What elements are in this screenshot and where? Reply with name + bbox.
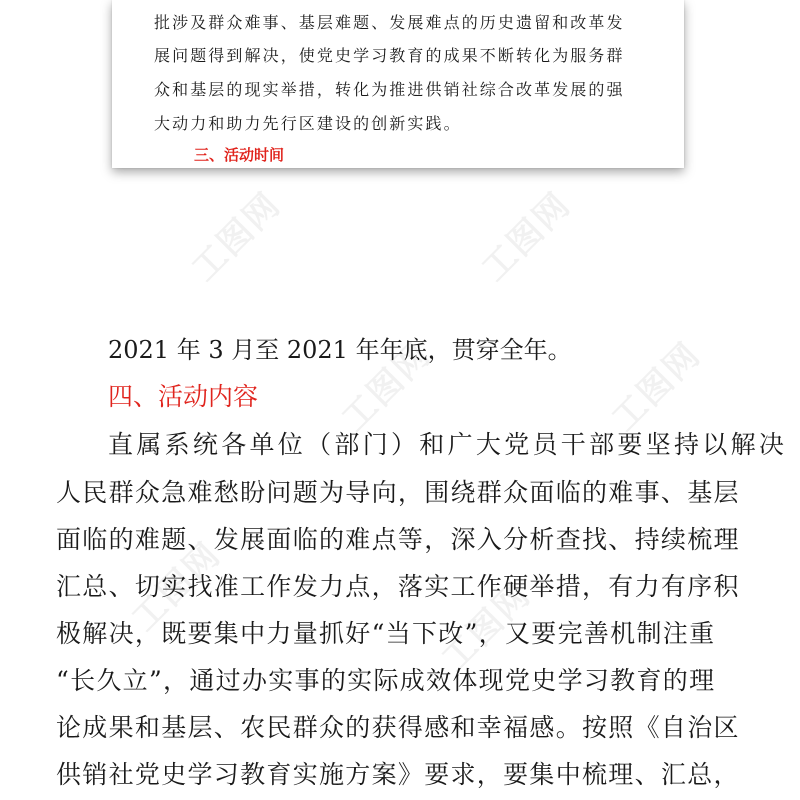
card-text-line: 众和基层的现实举措，转化为推进供销社综合改革发展的强 — [154, 80, 625, 99]
card-text-line: 展问题得到解决，使党史学习教育的成果不断转化为服务群 — [154, 46, 625, 65]
watermark: 工图网 — [184, 184, 289, 290]
watermark: 工图网 — [474, 184, 579, 290]
watermark: 工图网 — [604, 334, 709, 440]
body-text-line: 直属系统各单位（部门）和广大党员干部要坚持以解决 — [108, 430, 788, 459]
watermark: 工图网 — [124, 534, 229, 640]
document-card — [112, 0, 684, 168]
card-text-line: 批涉及群众难事、基层难题、发展难点的历史遗留和改革发 — [154, 13, 625, 32]
activity-time-text: 2021 年 3 月至 2021 年年底，贯穿全年。 — [108, 336, 572, 364]
card-text-line: 大动力和助力先行区建设的创新实践。 — [154, 114, 462, 133]
body-text-line: 人民群众急难愁盼问题为导向，围绕群众面临的难事、基层 — [56, 478, 740, 507]
section-heading-activity-content: 四、活动内容 — [108, 382, 259, 411]
body-text-line: 供销社党史学习教育实施方案》要求，要集中梳理、汇总， — [56, 760, 740, 789]
body-text-line: 论成果和基层、农民群众的获得感和幸福感。按照《自治区 — [56, 713, 740, 742]
watermark: 工图网 — [434, 574, 539, 680]
section-heading-activity-time: 三、活动时间 — [194, 146, 285, 164]
body-text-line: 面临的难题、发展面临的难点等，深入分析查找、持续梳理 — [56, 525, 740, 554]
body-text-line: “长久立”，通过办实事的实际成效体现党史学习教育的理 — [56, 666, 716, 695]
watermark: 工图网 — [334, 334, 439, 440]
body-text-line: 极解决，既要集中力量抓好“当下改”，又要完善机制注重 — [56, 619, 716, 648]
body-text-line: 汇总、切实找准工作发力点，落实工作硬举措，有力有序积 — [56, 572, 740, 601]
